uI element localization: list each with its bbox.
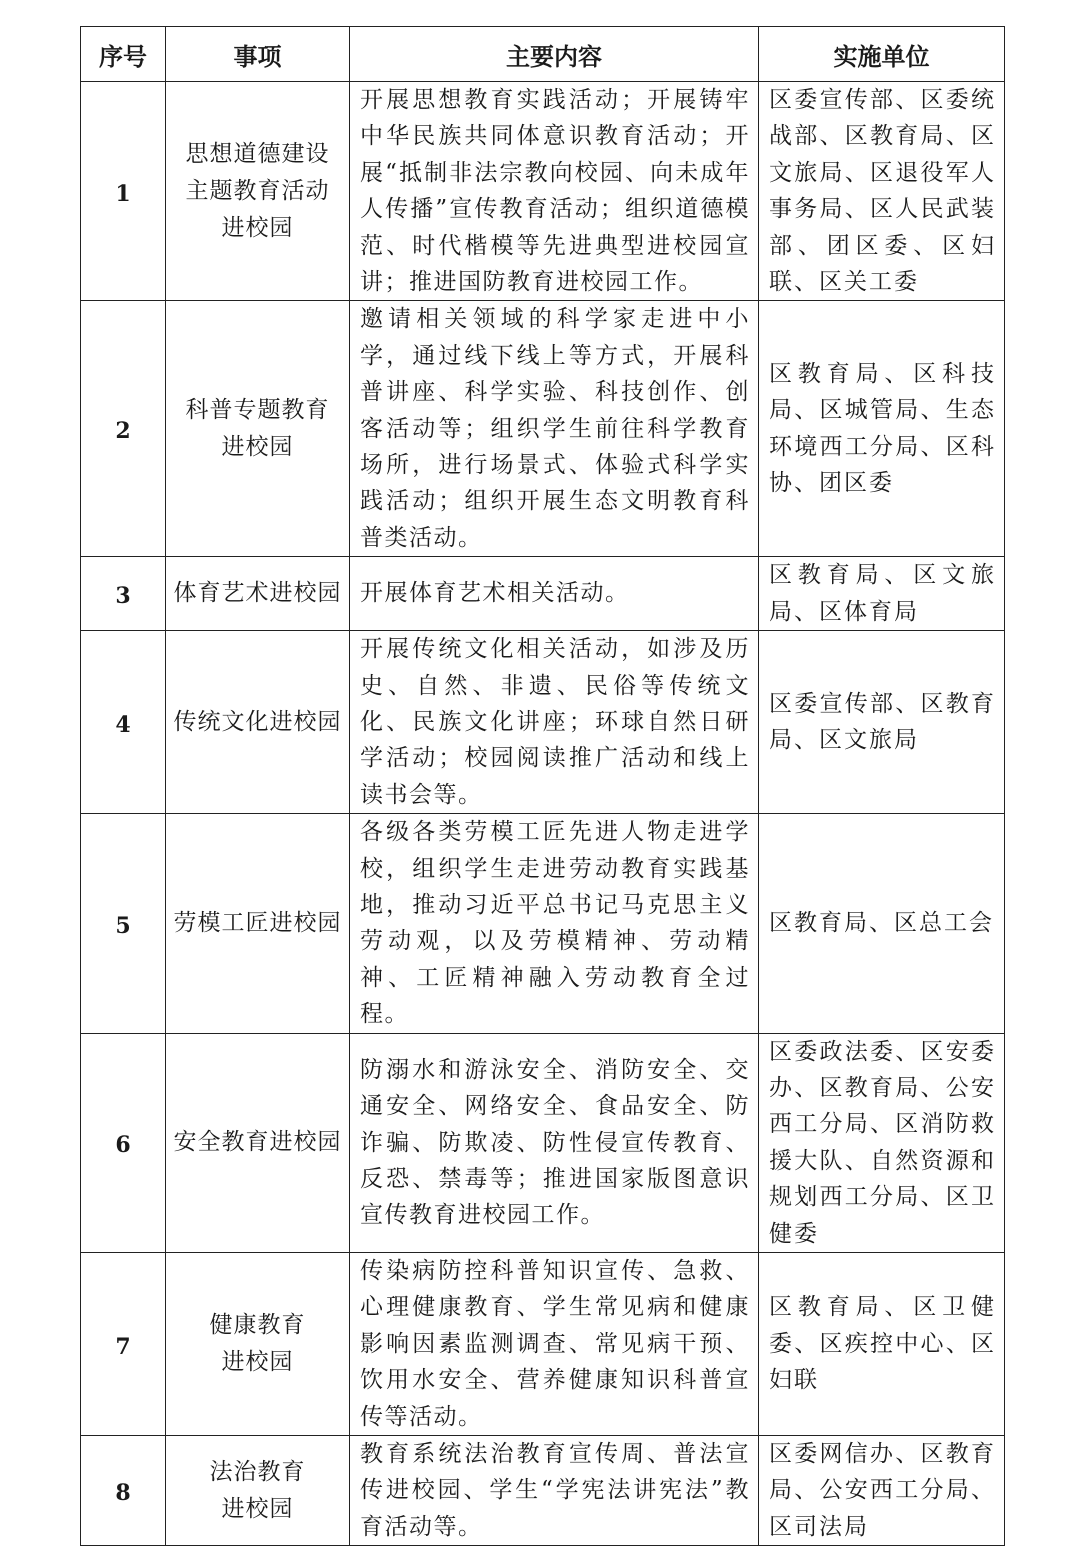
row-content: 开展思想教育实践活动；开展铸牢中华民族共同体意识教育活动；开展“抵制非法宗教向校园、向未成年人传播”宣传教育活动；组织道德模范、时代楷模等先进典型进校园宣讲；推进国防教育进校园工作。 [350, 82, 759, 301]
row-item-text: 科普专题教育进校园 [185, 396, 330, 460]
header-item: 事项 [166, 27, 350, 82]
row-item: 安全教育进校园 [166, 1033, 350, 1252]
header-seq: 序号 [81, 27, 166, 82]
row-item [166, 301, 350, 557]
table-row [81, 1436, 1005, 1546]
row-item-text: 法治教育进校园 [209, 1458, 306, 1522]
row-item [166, 1436, 350, 1546]
row-seq: 2 [81, 301, 166, 557]
table-row [81, 301, 1005, 557]
row-seq: 6 [81, 1033, 166, 1252]
row-seq: 8 [81, 1436, 166, 1546]
row-item: 劳模工匠进校园 [166, 814, 350, 1033]
table-row [81, 82, 1005, 301]
row-seq: 5 [81, 814, 166, 1033]
row-item: 体育艺术进校园 [166, 557, 350, 631]
row-seq: 4 [81, 631, 166, 814]
row-unit: 区教育局、区卫健委、区疾控中心、区妇联 [759, 1253, 1005, 1436]
table-row [81, 631, 1005, 814]
header-unit: 实施单位 [759, 27, 1005, 82]
row-item [166, 82, 350, 301]
activities-table [80, 26, 1005, 1546]
row-seq: 1 [81, 82, 166, 301]
row-content: 开展体育艺术相关活动。 [350, 557, 759, 631]
table-header-row [81, 27, 1005, 82]
row-item-text: 健康教育进校园 [209, 1312, 306, 1376]
row-content: 教育系统法治教育宣传周、普法宣传进校园、学生“学宪法讲宪法”教育活动等。 [350, 1436, 759, 1546]
row-content: 各级各类劳模工匠先进人物走进学校，组织学生走进劳动教育实践基地，推动习近平总书记马克思主义劳动观，以及劳模精神、劳动精神、工匠精神融入劳动教育全过程。 [350, 814, 759, 1033]
row-unit: 区教育局、区文旅局、区体育局 [759, 557, 1005, 631]
row-item-text: 思想道德建设主题教育活动进校园 [185, 140, 330, 241]
row-seq: 7 [81, 1253, 166, 1436]
row-seq: 3 [81, 557, 166, 631]
row-unit: 区教育局、区科技局、区城管局、生态环境西工分局、区科协、团区委 [759, 301, 1005, 557]
row-unit: 区委政法委、区安委办、区教育局、公安西工分局、区消防救援大队、自然资源和规划西工分局、区卫健委 [759, 1033, 1005, 1252]
table-row [81, 1033, 1005, 1252]
row-content: 开展传统文化相关活动，如涉及历史、自然、非遗、民俗等传统文化、民族文化讲座；环球自然日研学活动；校园阅读推广活动和线上读书会等。 [350, 631, 759, 814]
table-row [81, 1253, 1005, 1436]
row-unit: 区教育局、区总工会 [759, 814, 1005, 1033]
table-row [81, 814, 1005, 1033]
row-unit: 区委宣传部、区委统战部、区教育局、区文旅局、区退役军人事务局、区人民武装部、团区委、区妇联、区关工委 [759, 82, 1005, 301]
table-row [81, 557, 1005, 631]
header-content: 主要内容 [350, 27, 759, 82]
row-content: 传染病防控科普知识宣传、急救、心理健康教育、学生常见病和健康影响因素监测调查、常见病干预、饮用水安全、营养健康知识科普宣传等活动。 [350, 1253, 759, 1436]
row-item [166, 1253, 350, 1436]
row-unit: 区委网信办、区教育局、公安西工分局、区司法局 [759, 1436, 1005, 1546]
row-content: 邀请相关领域的科学家走进中小学，通过线下线上等方式，开展科普讲座、科学实验、科技创作、创客活动等；组织学生前往科学教育场所，进行场景式、体验式科学实践活动；组织开展生态文明教育科普类活动。 [350, 301, 759, 557]
row-item: 传统文化进校园 [166, 631, 350, 814]
row-content: 防溺水和游泳安全、消防安全、交通安全、网络安全、食品安全、防诈骗、防欺凌、防性侵宣传教育、反恐、禁毒等；推进国家版图意识宣传教育进校园工作。 [350, 1033, 759, 1252]
row-unit: 区委宣传部、区教育局、区文旅局 [759, 631, 1005, 814]
